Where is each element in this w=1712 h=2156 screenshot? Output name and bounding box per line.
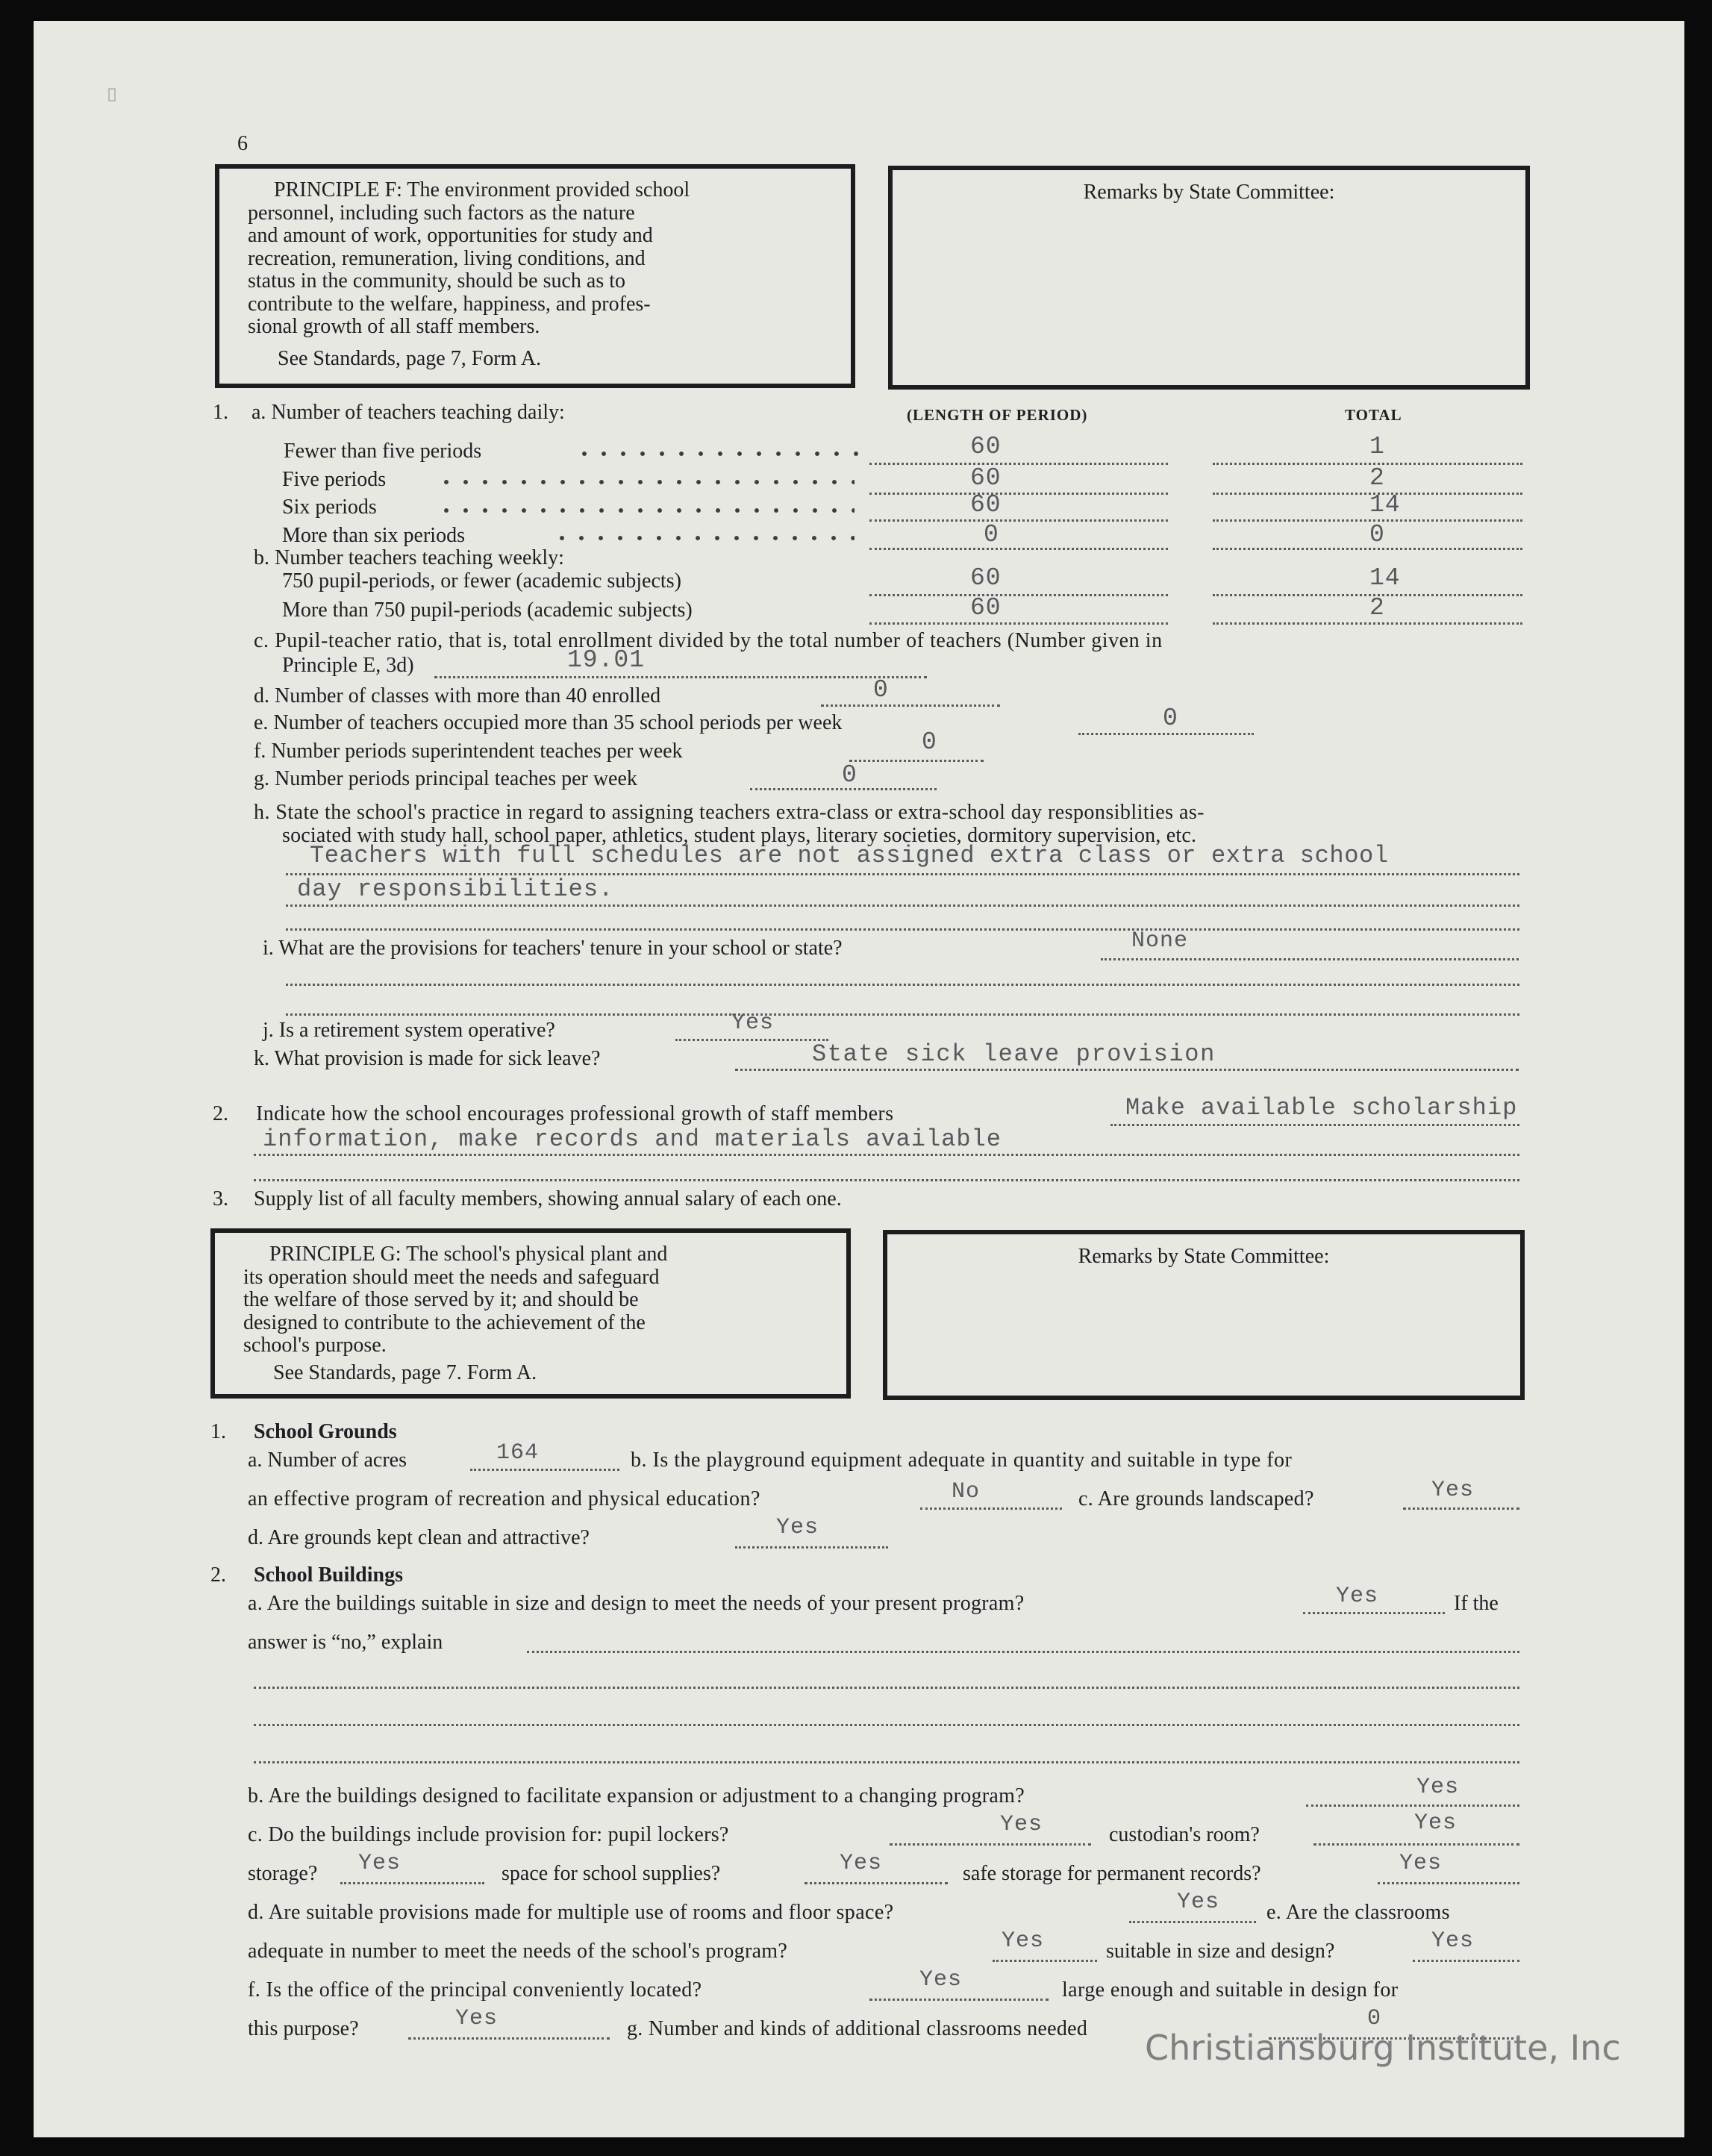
- watermark-text: Christiansburg Institute, Inc: [1145, 2028, 1621, 2068]
- g2g-value: 0: [1367, 2006, 1382, 2031]
- g2c-label: c. Do the buildings include provision for: pupil lockers?: [248, 1823, 729, 1846]
- q1h-label: h. State the school's practice in regard to assigning teachers extra-class or extra-school day responsiblities as-: [254, 801, 1205, 824]
- answer-line: [869, 1999, 1049, 2001]
- principle-f-line: sional growth of all staff members.: [248, 315, 540, 338]
- total-value: 14: [1369, 564, 1401, 592]
- col-total-header: TOTAL: [1345, 406, 1402, 424]
- q1d-label: d. Number of classes with more than 40 enrolled: [254, 684, 661, 707]
- g1b-label: b. Is the playground equipment adequate in quantity and suitable in type for: [631, 1449, 1293, 1472]
- total-value: 14: [1369, 491, 1401, 519]
- principle-f-line: recreation, remuneration, living conditions, and: [248, 246, 646, 270]
- g2a-label: a. Are the buildings suitable in size and design to meet the needs of your present program?: [248, 1592, 1025, 1615]
- principle-f-remarks-box: [888, 166, 1530, 390]
- row-label: Fewer than five periods: [284, 440, 482, 463]
- principle-f-line: personnel, including such factors as the nature: [248, 201, 635, 225]
- principle-f-box: [215, 164, 855, 388]
- answer-line: [1110, 1124, 1519, 1126]
- principle-g-line: designed to contribute to the achievement of the: [243, 1310, 646, 1334]
- principle-f-line: status in the community, should be such as to: [248, 269, 626, 293]
- row-label: More than six periods: [282, 524, 465, 547]
- total-value: 2: [1369, 594, 1385, 622]
- row-label: More than 750 pupil-periods (academic subjects): [282, 599, 693, 622]
- answer-line: [286, 904, 1519, 907]
- principle-f-line: PRINCIPLE F: The environment provided school: [274, 178, 690, 201]
- length-value: 60: [970, 464, 1002, 492]
- answer-line: [993, 1960, 1097, 1962]
- length-value: 60: [970, 564, 1002, 592]
- answer-line: [1213, 463, 1522, 465]
- q1f-value: 0: [922, 728, 937, 756]
- g1b-label-cont: an effective program of recreation and physical education?: [248, 1487, 760, 1510]
- answer-line: [254, 1687, 1519, 1689]
- g2b-label: b. Are the buildings designed to facilitate expansion or adjustment to a changing program?: [248, 1784, 1025, 1807]
- g2c-custodian-label: custodian's room?: [1109, 1823, 1260, 1846]
- g1c-value: Yes: [1431, 1478, 1475, 1503]
- g1c-label: c. Are grounds landscaped?: [1078, 1487, 1314, 1510]
- punch-mark: [108, 88, 116, 101]
- answer-line: [527, 1651, 1519, 1653]
- g2c-supplies-label: space for school supplies?: [502, 1862, 721, 1885]
- q1-number: 1.: [213, 401, 228, 424]
- q1g-label: g. Number periods principal teaches per week: [254, 767, 637, 790]
- answer-line: [1213, 548, 1522, 550]
- principle-g-remarks-box: [883, 1230, 1525, 1400]
- q1h-answer: Teachers with full schedules are not assigned extra class or extra school: [310, 842, 1389, 869]
- answer-line: [890, 1843, 1091, 1846]
- row-label: Five periods: [282, 468, 387, 491]
- answer-line: [1213, 622, 1522, 625]
- q1e-label: e. Number of teachers occupied more than 35 school periods per week: [254, 711, 843, 734]
- g1d-label: d. Are grounds kept clean and attractive?: [248, 1526, 590, 1549]
- q1h-answer-cont: day responsibilities.: [297, 875, 614, 903]
- g2c-lockers-value: Yes: [1000, 1812, 1043, 1837]
- q1f-label: f. Number periods superintendent teaches per week: [254, 740, 683, 763]
- q3-number: 3.: [213, 1187, 228, 1210]
- q3-label: Supply list of all faculty members, showing annual salary of each one.: [254, 1187, 842, 1210]
- q1i-value: None: [1131, 928, 1189, 954]
- g2a-if-label: If the: [1454, 1592, 1499, 1615]
- answer-line: [869, 548, 1168, 550]
- g2e-label-cont: adequate in number to meet the needs of the school's program?: [248, 1940, 788, 1963]
- answer-line: [869, 519, 1168, 522]
- answer-line: [1101, 958, 1519, 960]
- g2f-label: f. Is the office of the principal conveniently located?: [248, 1978, 702, 2002]
- q1h-label-cont: sociated with study hall, school paper, athletics, student plays, literary societies, dormitory supervision, etc.: [282, 824, 1197, 847]
- dot-leader: [552, 535, 855, 541]
- dot-leader: [437, 507, 855, 513]
- g1b-value: No: [952, 1479, 981, 1504]
- g2-number: 2.: [210, 1563, 226, 1587]
- answer-line: [805, 1882, 948, 1884]
- q1c-value: 19.01: [567, 646, 646, 674]
- q2-answer: Make available scholarship: [1125, 1094, 1518, 1122]
- g2c-supplies-value: Yes: [840, 1851, 883, 1876]
- answer-line: [254, 1154, 1519, 1156]
- dot-leader: [437, 479, 855, 485]
- g2c-custodian-value: Yes: [1414, 1810, 1458, 1836]
- g2f-label-cont: this purpose?: [248, 2017, 359, 2040]
- answer-line: [286, 1013, 1519, 1016]
- g2a-explain-label: answer is “no,” explain: [248, 1631, 443, 1654]
- answer-line: [675, 1039, 828, 1041]
- principle-f-line: and amount of work, opportunities for study and: [248, 224, 653, 247]
- answer-line: [821, 704, 1000, 707]
- g2c-records-value: Yes: [1399, 1851, 1443, 1876]
- answer-line: [286, 928, 1519, 931]
- answer-line: [254, 1761, 1519, 1763]
- g2e-size-label: suitable in size and design?: [1106, 1940, 1335, 1963]
- answer-line: [869, 493, 1168, 495]
- g2d-value: Yes: [1177, 1890, 1220, 1915]
- g1-number: 1.: [210, 1420, 226, 1443]
- g2d-label: d. Are suitable provisions made for multiple use of rooms and floor space?: [248, 1901, 894, 1924]
- principle-g-line: PRINCIPLE G: The school's physical plant and: [269, 1243, 668, 1266]
- row-label: 750 pupil-periods, or fewer (academic subjects): [282, 569, 681, 593]
- answer-line: [1413, 1960, 1519, 1962]
- q1i-label: i. What are the provisions for teachers' tenure in your school or state?: [263, 937, 843, 960]
- principle-g-see-standards: See Standards, page 7. Form A.: [273, 1360, 537, 1384]
- q1j-value: Yes: [731, 1010, 775, 1036]
- g1d-value: Yes: [776, 1515, 819, 1540]
- length-value: 0: [984, 521, 999, 549]
- q1c-label: c. Pupil-teacher ratio, that is, total enrollment divided by the total number of teachers (Number given in: [254, 629, 1163, 652]
- length-value: 60: [970, 491, 1002, 519]
- q1k-value: State sick leave provision: [812, 1040, 1216, 1068]
- q1k-label: k. What provision is made for sick leave?: [254, 1047, 601, 1070]
- total-value: 0: [1369, 521, 1385, 549]
- answer-line: [1313, 1843, 1519, 1846]
- q1g-value: 0: [842, 761, 857, 789]
- answer-line: [1213, 594, 1522, 596]
- answer-line: [470, 1469, 619, 1471]
- remarks-label: Remarks by State Committee:: [1083, 181, 1335, 204]
- g2b-value: Yes: [1416, 1775, 1460, 1800]
- answer-line: [1306, 1805, 1519, 1807]
- remarks-label: Remarks by State Committee:: [1078, 1245, 1330, 1268]
- g2a-value: Yes: [1336, 1584, 1379, 1609]
- answer-line: [849, 760, 984, 762]
- answer-line: [1403, 1507, 1519, 1510]
- answer-line: [1303, 1612, 1445, 1614]
- principle-f-see-standards: See Standards, page 7, Form A.: [278, 346, 542, 370]
- answer-line: [869, 594, 1168, 596]
- answer-line: [254, 1179, 1519, 1181]
- q1d-value: 0: [873, 676, 889, 704]
- g2-title: School Buildings: [254, 1563, 403, 1587]
- q1j-label: j. Is a retirement system operative?: [263, 1019, 555, 1042]
- g2e-value: Yes: [1002, 1928, 1045, 1954]
- answer-line: [1078, 733, 1254, 735]
- g1-title: School Grounds: [254, 1420, 397, 1443]
- g2f-large-label: large enough and suitable in design for: [1062, 1978, 1399, 2002]
- q2-answer-cont: information, make records and materials available: [263, 1125, 1002, 1153]
- answer-line: [1129, 1921, 1256, 1923]
- answer-line: [920, 1507, 1062, 1510]
- g1a-label: a. Number of acres: [248, 1449, 407, 1472]
- g2c-storage-label: storage?: [248, 1862, 318, 1885]
- q1b-label: b. Number teachers teaching weekly:: [254, 546, 564, 569]
- g2f-purpose-value: Yes: [455, 2006, 499, 2031]
- g2c-records-label: safe storage for permanent records?: [963, 1862, 1261, 1885]
- principle-g-text: [243, 1243, 810, 1384]
- principle-f-line: contribute to the welfare, happiness, and profes-: [248, 292, 651, 316]
- q1e-value: 0: [1163, 704, 1178, 732]
- length-value: 60: [970, 433, 1002, 460]
- answer-line: [340, 1882, 484, 1884]
- answer-line: [869, 463, 1168, 465]
- answer-line: [286, 984, 1519, 986]
- answer-line: [254, 1724, 1519, 1726]
- answer-line: [735, 1069, 1519, 1071]
- g2e-size-value: Yes: [1431, 1928, 1475, 1954]
- q2-label: Indicate how the school encourages professional growth of staff members: [256, 1102, 894, 1125]
- answer-line: [735, 1546, 888, 1549]
- g2c-storage-value: Yes: [358, 1851, 402, 1876]
- page-number: 6: [237, 132, 248, 155]
- total-value: 2: [1369, 464, 1385, 492]
- row-label: Six periods: [282, 496, 377, 519]
- q2-number: 2.: [213, 1102, 228, 1125]
- dot-leader: [575, 451, 858, 457]
- g2g-label: g. Number and kinds of additional classrooms needed: [627, 2017, 1088, 2040]
- answer-line: [1213, 493, 1522, 495]
- length-value: 60: [970, 594, 1002, 622]
- q1c-label-cont: Principle E, 3d): [282, 654, 414, 677]
- col-length-header: (LENGTH OF PERIOD): [907, 406, 1088, 424]
- answer-line: [434, 676, 927, 678]
- principle-g-line: its operation should meet the needs and safeguard: [243, 1265, 660, 1289]
- total-value: 1: [1369, 433, 1385, 460]
- g2f-value: Yes: [919, 1967, 963, 1993]
- answer-line: [1378, 1882, 1519, 1884]
- principle-g-line: school's purpose.: [243, 1334, 387, 1357]
- principle-g-line: the welfare of those served by it; and should be: [243, 1288, 639, 1311]
- g2e-label: e. Are the classrooms: [1266, 1901, 1450, 1924]
- q1a-label: a. Number of teachers teaching daily:: [252, 401, 565, 424]
- answer-line: [408, 2037, 610, 2040]
- g1a-value: 164: [496, 1440, 540, 1466]
- answer-line: [869, 622, 1168, 625]
- principle-g-box: [210, 1228, 851, 1399]
- answer-line: [1213, 519, 1522, 522]
- principle-f-text: [248, 179, 816, 370]
